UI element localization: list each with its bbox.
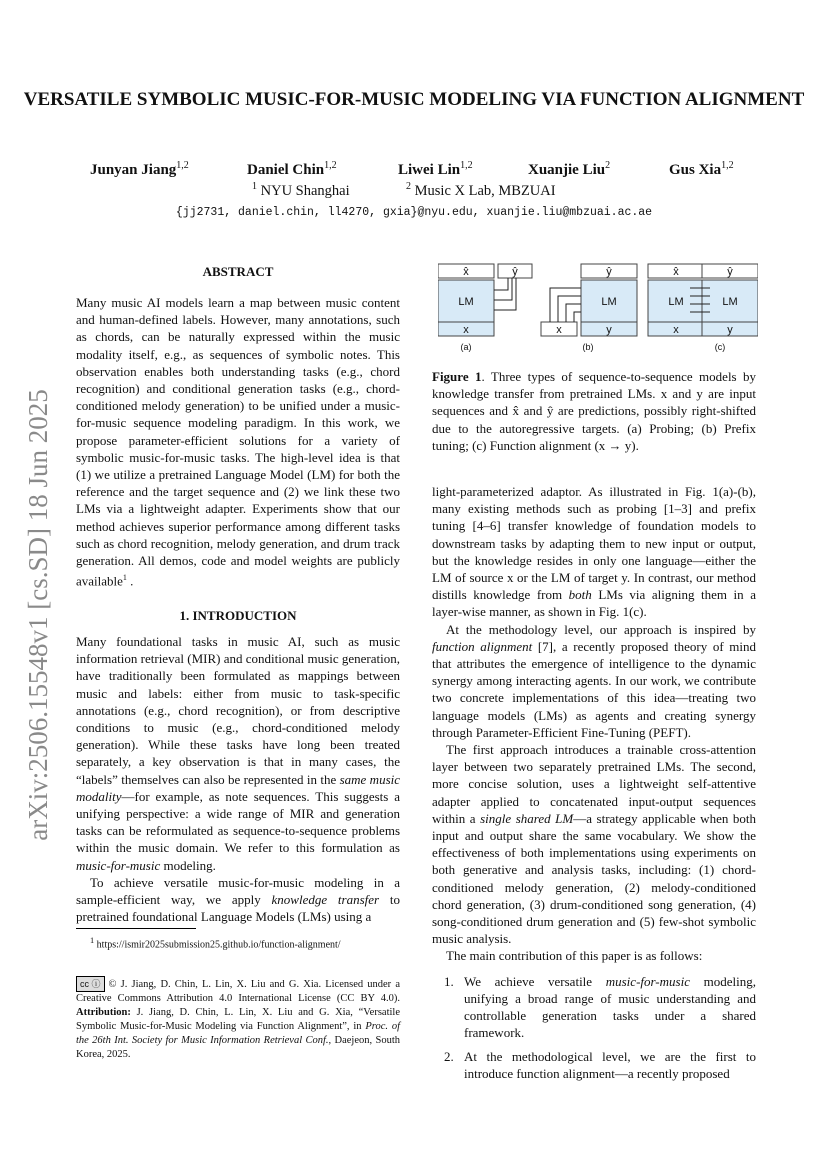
intro-heading: 1. INTRODUCTION [179, 608, 297, 623]
figure-1 [438, 262, 758, 354]
arxiv-stamp-text: arXiv:2506.15548v1 [cs.SD] 18 Jun 2025 [23, 389, 53, 841]
author-emails: {jj2731, daniel.chin, ll4270, gxia}@nyu.edu, xuanjie.liu@mbzuai.ac.ae [175, 206, 653, 219]
arxiv-stamp [18, 355, 58, 875]
fig-sub-b: (b) [582, 342, 594, 352]
fig-c-y: y [727, 324, 733, 336]
intro-body: Many foundational tasks in music AI, such as music information retrieval (MIR) and conditional music generation, have traditionally been formulated as mappings between music and labels: either from music to task-specific annotations (e.g., chord recognition), or from descriptive conditions to music (e.g., chord-conditioned melody generation). While these tasks have long been treated separately, a key observation is that in many cases, the “labels” themselves can also be represented in the same music modality—for example, as note sequences. This suggests a unifying perspective: a wide range of MIR and generation tasks can be reformulated as sequence-to-sequence problems within the music domain. We refer to this formulation as music-for-music modeling. To achieve versatile music-for-music modeling in a sample-efficient way, we apply knowledge transfer to pretrained foundational Language Models (LMs) using a [76, 634, 401, 925]
footnote: $^1$ https://ismir2025submission25.github.io/function-alignment/ [90, 936, 341, 951]
fig-c-lm-x: LM [668, 296, 684, 308]
figure-caption: Figure 1. Three types of sequence-to-sequence models by knowledge transfer from pretrained LMs. x and y are input sequences and x̂ and ŷ are predictions, possibly right-shifted due to the autoregressive targets. (a) Probing; (b) Prefix tuning; (c) Function alignment (x → y). [432, 369, 756, 453]
fig-c-xhat: x̂ [673, 266, 679, 278]
fig-a-xhat: x̂ [463, 266, 469, 278]
footnote-rule [76, 928, 196, 929]
author-1: Junyan Jiang$^{1,2}$ [90, 160, 189, 178]
contribution-item-2: 2. At the methodological level, we are the first to introduce function alignment—a recently proposed [444, 1048, 756, 1081]
author-4: Xuanjie Liu$^2$ [528, 160, 611, 178]
figure-1-diagram [438, 262, 758, 354]
author-5: Gus Xia$^{1,2}$ [669, 160, 734, 178]
fig-c-lm-y: LM [722, 296, 738, 308]
right-column-body: light-parameterized adaptor. As illustrated in Fig. 1(a)-(b), many existing methods such as probing [1–3] and prefix tuning [4–6] transfer knowledge of foundation models to downstream tasks by adapting them to new input or output, but the knowledge resides in only one language—either the LM of source x or the LM of target y. In contrast, our method distills knowledge from both LMs via aligning them in a layer-wise manner, as shown in Fig. 1(c). At the methodology level, our approach is inspired by function alignment [7], a recently proposed theory of mind that attributes the emergence of intelligence to the dynamic synergy among interacting agents. In our work, we contribute two concrete implementations of this idea—treating two language models (LMs) as agents and creating synergy through Parameter-Efficient Fine-Tuning (PEFT). The first approach introduces a trainable cross-attention layer between two separately pretrained LMs. The second, more concise solution, uses a lightweight self-attentive adapter applied to concatenated input-output sequences within a single shared LM—a strategy applicable when both input and output share the same vocabulary. We show the effectiveness of both implementations using experiments on both generative and analysis tasks, including: (1) chord-conditioned melody generation, (2) melody-conditioned chord generation, (3) drum-conditioned song generation, (4) song-conditioned drum generation and (5) few-shot symbolic music analysis. The main contribution of this paper is as follows: 1. We achieve versatile music-for-music modeling, unifying a broad range of music understanding and controllable generation tasks under a shared framework. 2. At the methodological level, we are the first to introduce function alignment—a recently proposed [432, 484, 756, 1081]
affiliation-2: $^2$ Music X Lab, MBZUAI [406, 181, 556, 199]
fig-a-yhat: ŷ [512, 266, 518, 278]
abstract-heading: ABSTRACT [202, 264, 274, 279]
cc-license-icon: cc ⓘ [76, 976, 105, 992]
fig-a-x: x [463, 324, 469, 336]
license-block: cc ⓘ © J. Jiang, D. Chin, L. Lin, X. Liu and G. Xia. Licensed under a Creative Commons Attribution 4.0 International License (CC BY 4.0). Attribution: J. Jiang, D. Chin, L. Lin, X. Liu and G. Xia, “Versatile Symbolic Music-for-Music Modeling via Function Alignment”, in Proc. of the 26th Int. Society for Music Information Retrieval Conf., Daejeon, South Korea, 2025. [76, 976, 400, 1062]
fig-b-y: y [606, 324, 612, 336]
fig-c-yhat: ŷ [727, 266, 733, 278]
paper-title: VERSATILE SYMBOLIC MUSIC-FOR-MUSIC MODELING VIA FUNCTION ALIGNMENT [23, 89, 805, 110]
fig-b-x: x [556, 324, 562, 336]
contribution-item-1: 1. We achieve versatile music-for-music modeling, unifying a broad range of music understanding and controllable generation tasks under a shared framework. [444, 973, 756, 1041]
fig-sub-a: (a) [460, 342, 472, 352]
fig-c-x: x [673, 324, 679, 336]
affiliation-1: $^1$ NYU Shanghai [252, 181, 350, 199]
fig-a-lm: LM [458, 296, 474, 308]
author-3: Liwei Lin$^{1,2}$ [398, 160, 473, 178]
fig-b-yhat: ŷ [606, 266, 612, 278]
author-2: Daniel Chin$^{1,2}$ [247, 160, 337, 178]
abstract-body: Many music AI models learn a map between music content and human-defined labels. However, many annotations, such as chords, can be naturally expressed within the music modality itself, e.g., as sequences of symbolic notes. This observation enables both understanding tasks (e.g., chord recognition) and conditional generation tasks (e.g., chord-conditioned melody generation) to be unified under a music-for-music sequence modeling paradigm. In this work, we propose parameter-efficient solutions for a variety of symbolic music-for-music tasks. The high-level idea is that (1) we utilize a pretrained Language Model (LM) for both the reference and the target sequence and (2) we link these two LMs via a lightweight adapter. Experiments show that our method achieves superior performance among different tasks such as chord recognition, melody generation, and drum track generation. All demos, code and model weights are publicly available$^1$ . [76, 295, 400, 589]
fig-b-lm: LM [601, 296, 617, 308]
fig-sub-c: (c) [714, 342, 726, 352]
